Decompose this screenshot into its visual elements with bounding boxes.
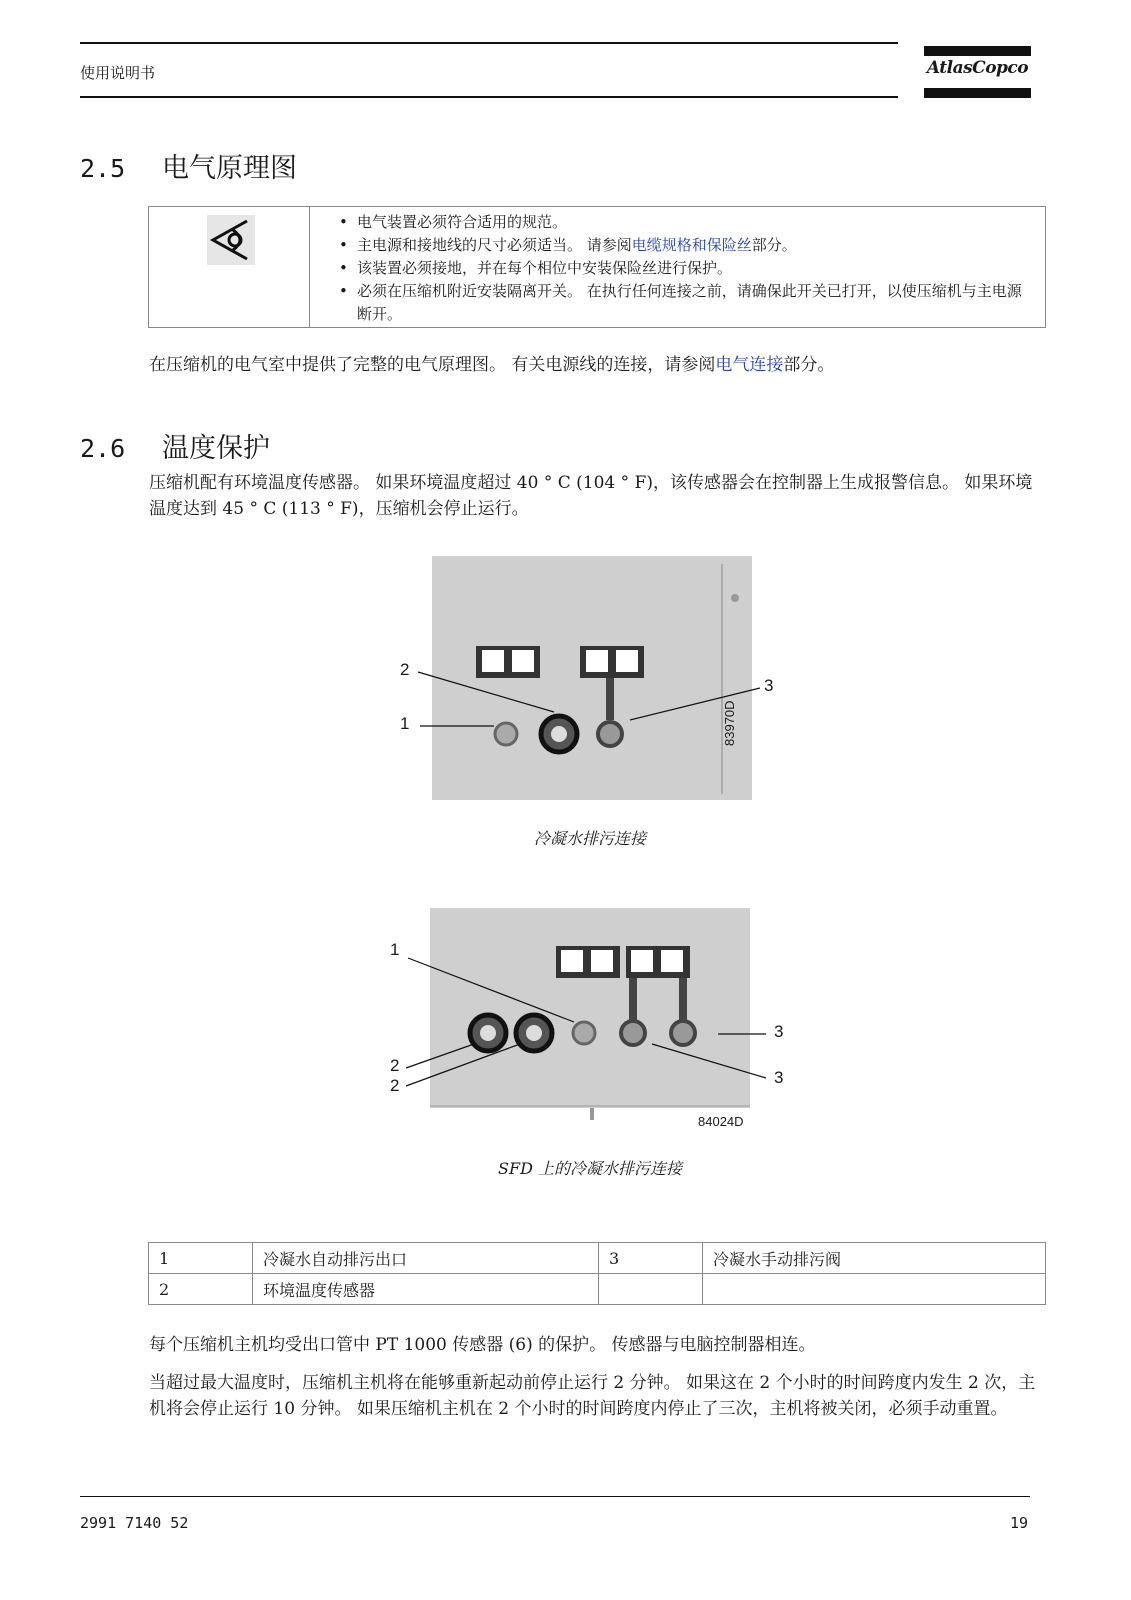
- figure-stand: [590, 1108, 594, 1120]
- callout-label: 3: [774, 1022, 784, 1041]
- legend-number: 2: [149, 1274, 253, 1305]
- page-number: 19: [1010, 1514, 1029, 1532]
- brand-wordmark: AtlasCopco: [926, 58, 1029, 78]
- footer-rule: [80, 1496, 1030, 1497]
- header-bottom-rule: [80, 96, 898, 98]
- legend-number: [599, 1274, 703, 1305]
- section-number: 2.6: [80, 434, 126, 463]
- legend-description: 冷凝水手动排污阀: [703, 1243, 1046, 1274]
- callout-label: 1: [400, 714, 410, 733]
- eye-warning-icon: [207, 215, 255, 265]
- callout-label: 3: [764, 676, 774, 695]
- figure2-caption: SFD 上的冷凝水排污连接: [498, 1159, 682, 1178]
- warning-list: [335, 211, 1035, 326]
- warning-item: • 该装置必须接地，并在每个相位中安装保险丝进行保护。: [335, 257, 1035, 280]
- legend-description: [703, 1274, 1046, 1305]
- figure2-leaders: [390, 950, 810, 1090]
- temperature-paragraph: 压缩机配有环境温度传感器。 如果环境温度超过 40 ° C (104 ° F)，该传感器会在控制器上生成报警信息。 如果环境温度达到 45 ° C (113 ° F)，压缩机会停止运行。: [149, 473, 1033, 519]
- callout-label: 2: [390, 1076, 400, 1095]
- warning-item: • 必须在压缩机附近安装隔离开关。 在执行任何连接之前，请确保此开关已打开，以使压缩机与主电源断开。: [335, 280, 1035, 326]
- restart-paragraph: 当超过最大温度时，压缩机主机将在能够重新起动前停止运行 2 分钟。 如果这在 2 个小时的时间跨度内发生 2 次，主机将会停止运行 10 分钟。 如果压缩机主机在 2 个小时的时间跨度内停止了三次，主机将被关闭，必须手动重置。: [149, 1373, 1036, 1419]
- section-title: 电气原理图: [162, 153, 297, 184]
- table-row: [149, 1274, 1046, 1305]
- warning-box: [148, 206, 1046, 328]
- document-title: 使用说明书: [80, 64, 156, 82]
- figure1-caption: 冷凝水排污连接: [533, 829, 646, 848]
- callout-label: 3: [774, 1068, 784, 1087]
- section-heading-2-6: [80, 426, 270, 465]
- atlas-copco-logo: [924, 46, 1031, 100]
- warning-item: • 电气装置必须符合适用的规范。: [335, 211, 1035, 234]
- doc-number: 2991 7140 52: [80, 1514, 189, 1532]
- callout-label: 2: [400, 660, 410, 679]
- legend-table: [148, 1242, 1046, 1305]
- figure-code: 83970D: [722, 700, 737, 746]
- legend-number: 1: [149, 1243, 253, 1274]
- header-top-rule: [80, 42, 898, 44]
- table-row: [149, 1243, 1046, 1274]
- figure1-leaders: [390, 660, 810, 800]
- legend-description: 冷凝水自动排污出口: [253, 1243, 599, 1274]
- callout-label: 2: [390, 1056, 400, 1075]
- section-number: 2.5: [80, 154, 126, 183]
- figure-code: 84024D: [698, 1114, 744, 1129]
- pt1000-paragraph: 每个压缩机主机均受出口管中 PT 1000 传感器 (6) 的保护。 传感器与电脑控制器相连。: [149, 1335, 816, 1355]
- section-heading-2-5: [80, 146, 297, 185]
- section-title: 温度保护: [162, 433, 270, 464]
- warning-item: • 主电源和接地线的尺寸必须适当。 请参阅电缆规格和保险丝部分。: [335, 234, 1035, 257]
- cable-spec-link[interactable]: 电缆规格和保险丝: [631, 236, 752, 254]
- legend-description: 环境温度传感器: [253, 1274, 599, 1305]
- electrical-connection-link[interactable]: 电气连接: [715, 355, 784, 375]
- schematic-paragraph: 在压缩机的电气室中提供了完整的电气原理图。 有关电源线的连接，请参阅电气连接部分。: [149, 355, 835, 375]
- legend-number: 3: [599, 1243, 703, 1274]
- callout-label: 1: [390, 940, 400, 959]
